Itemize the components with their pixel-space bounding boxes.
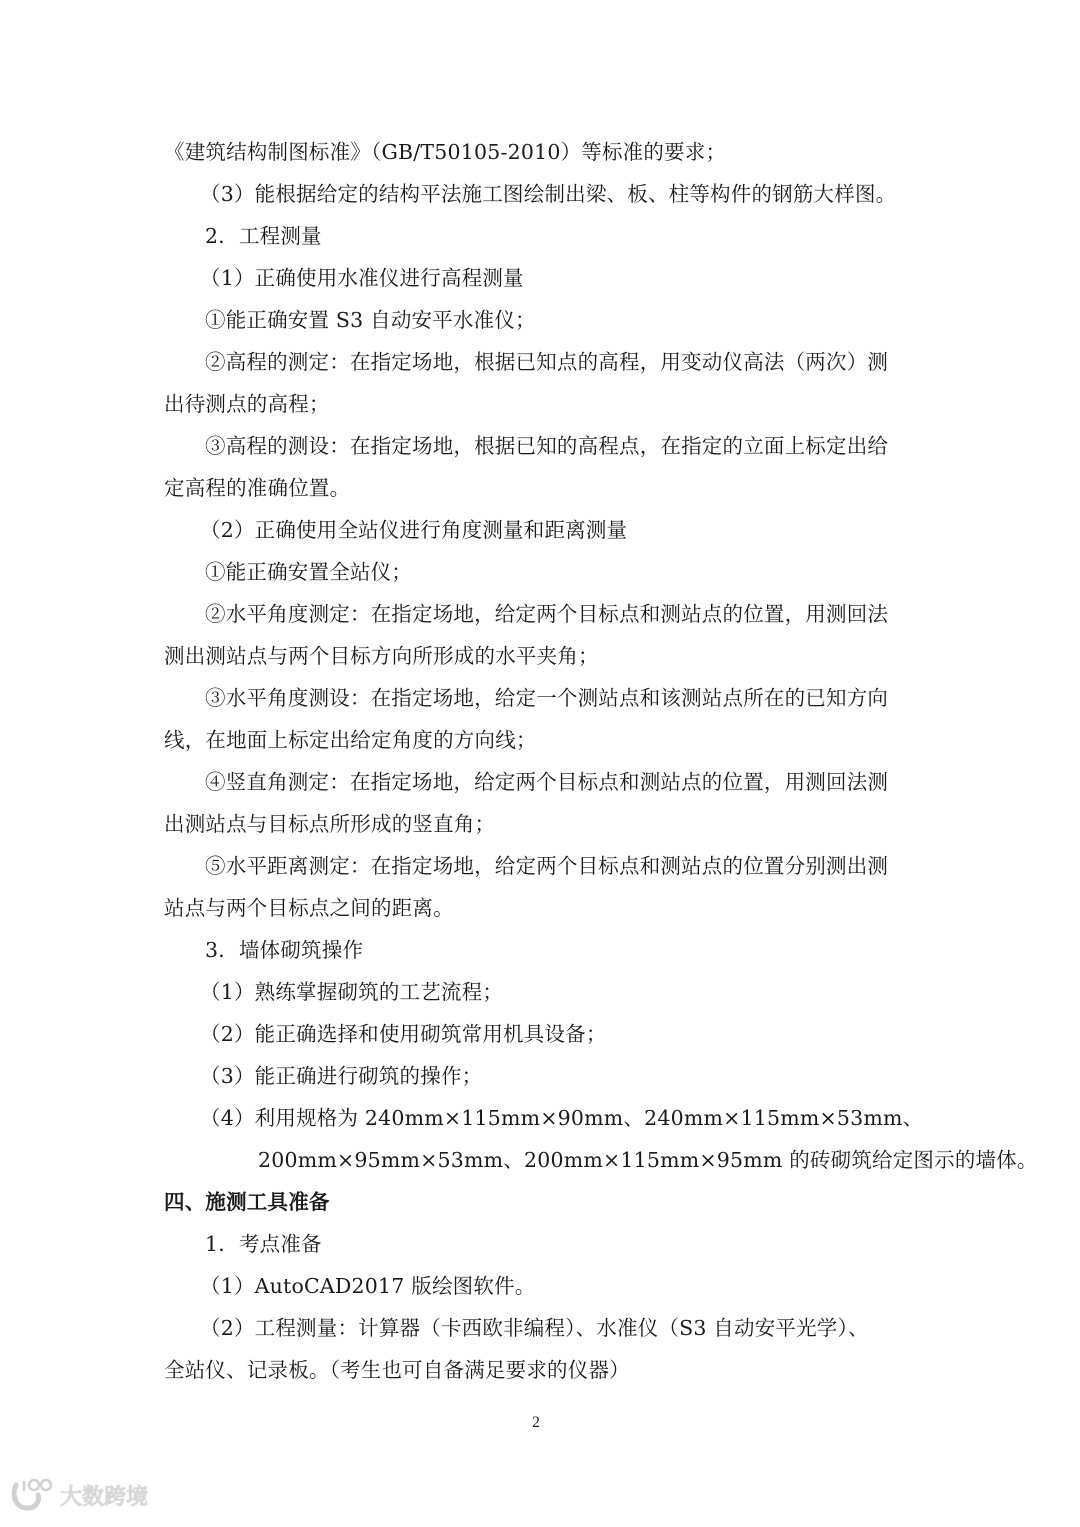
text-line: （2）能正确选择和使用砌筑常用机具设备； (200, 1022, 607, 1046)
text-line: ①能正确安置 S3 自动安平水准仪； (205, 308, 536, 332)
text-line: （2）工程测量：计算器（卡西欧非编程）、水准仪（S3 自动安平光学）、 (200, 1316, 869, 1340)
text-line: ②水平角度测定：在指定场地，给定两个目标点和测站点的位置，用测回法 (205, 602, 889, 626)
text-line: ②高程的测定：在指定场地，根据已知点的高程，用变动仪高法（两次）测 (205, 350, 889, 374)
text-line: （1）AutoCAD2017 版绘图软件。 (200, 1274, 536, 1298)
text-line: 测出测站点与两个目标方向所形成的水平夹角； (164, 644, 599, 668)
page-number: 2 (532, 1414, 540, 1431)
text-line: ④竖直角测定：在指定场地，给定两个目标点和测站点的位置，用测回法测 (205, 770, 889, 794)
text-line: 200mm×95mm×53mm、200mm×115mm×95mm 的砖砌筑给定图示的墙体。 (258, 1148, 1038, 1172)
watermark (10, 1477, 148, 1513)
watermark-text: 大数跨境 (60, 1484, 149, 1510)
text-line: ③高程的测设：在指定场地，根据已知的高程点，在指定的立面上标定出给 (205, 434, 889, 458)
text-line: 全站仪、记录板。（考生也可自备满足要求的仪器） (164, 1358, 630, 1382)
text-line: 定高程的准确位置。 (164, 476, 351, 500)
text-line: ③水平角度测设：在指定场地，给定一个测站点和该测站点所在的已知方向 (205, 686, 889, 710)
text-line: （3）能根据给定的结构平法施工图绘制出梁、板、柱等构件的钢筋大样图。 (200, 182, 897, 206)
text-line: 出待测点的高程； (164, 392, 330, 416)
text-line: （4）利用规格为 240mm×115mm×90mm、240mm×115mm×53mm、 (200, 1106, 924, 1130)
section-heading: 四、施测工具准备 (164, 1190, 330, 1214)
text-line: （2）正确使用全站仪进行角度测量和距离测量 (200, 518, 628, 542)
text-line: 1．考点准备 (205, 1232, 322, 1256)
watermark-logo-icon (10, 1477, 54, 1513)
text-line: 2．工程测量 (205, 224, 322, 248)
text-line: 站点与两个目标点之间的距离。 (164, 896, 454, 920)
text-line: 3．墙体砌筑操作 (205, 938, 364, 962)
text-line: ①能正确安置全站仪； (205, 560, 412, 584)
text-line: （1）正确使用水准仪进行高程测量 (200, 266, 524, 290)
text-line: 线，在地面上标定出给定角度的方向线； (164, 728, 537, 752)
text-line: （3）能正确进行砌筑的操作； (200, 1064, 483, 1088)
text-line: 《建筑结构制图标准》（GB/T50105-2010）等标准的要求； (164, 140, 727, 164)
text-line: （1）熟练掌握砌筑的工艺流程； (200, 980, 504, 1004)
text-line: 出测站点与目标点所形成的竖直角； (164, 812, 496, 836)
text-line: ⑤水平距离测定：在指定场地，给定两个目标点和测站点的位置分别测出测 (205, 854, 889, 878)
